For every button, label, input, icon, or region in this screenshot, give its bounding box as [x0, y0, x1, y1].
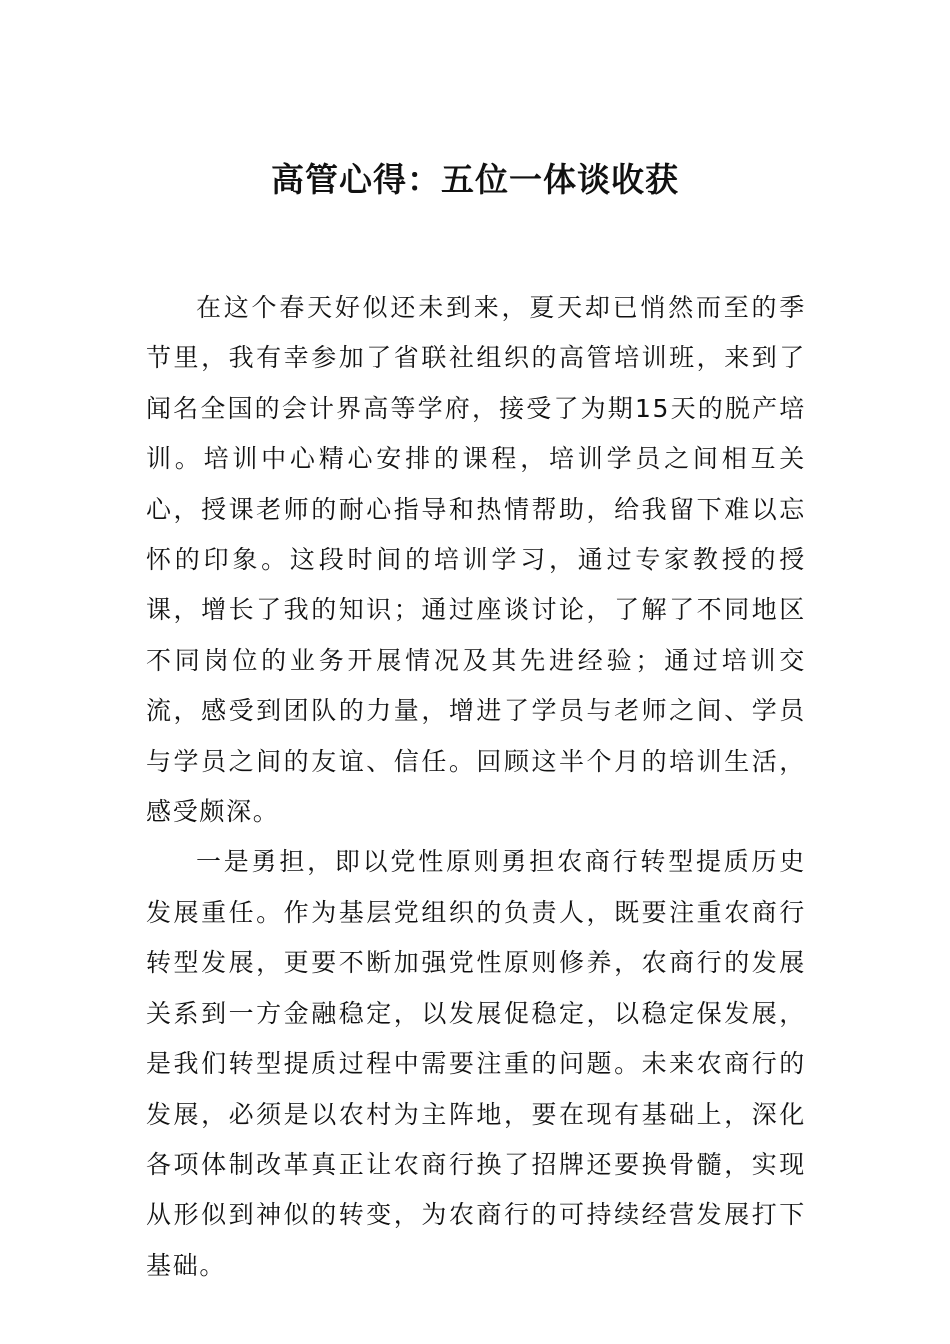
document-title: 高管心得：五位一体谈收获	[271, 160, 679, 199]
paragraph-intro: 在这个春天好似还未到来，夏天却已悄然而至的季节里，我有幸参加了省联社组织的高管培训班，来到了闻名全国的会计界高等学府，接受了为期15天的脱产培训。培训中心精心安排的课程，培训学员之间相互关心，授课老师的耐心指导和热情帮助，给我留下难以忘怀的印象。这段时间的培训学习，通过专家教授的授课，增长了我的知识；通过座谈讨论，了解了不同地区不同岗位的业务开展情况及其先进经验；通过培训交流，感受到团队的力量，增进了学员与老师之间、学员与学员之间的友谊、信任。回顾这半个月的培训生活，感受颇深。	[146, 293, 806, 827]
paragraph-point-one: 一是勇担，即以党性原则勇担农商行转型提质历史发展重任。作为基层党组织的负责人，既要注重农商行转型发展，更要不断加强党性原则修养，农商行的发展关系到一方金融稳定，以发展促稳定，以稳定保发展，是我们转型提质过程中需要注重的问题。未来农商行的发展，必须是以农村为主阵地，要在现有基础上，深化各项体制改革真正让农商行换了招牌还要换骨髓，实现从形似到神似的转变，为农商行的可持续经营发展打下基础。	[146, 847, 806, 1280]
document-body	[146, 283, 806, 1291]
